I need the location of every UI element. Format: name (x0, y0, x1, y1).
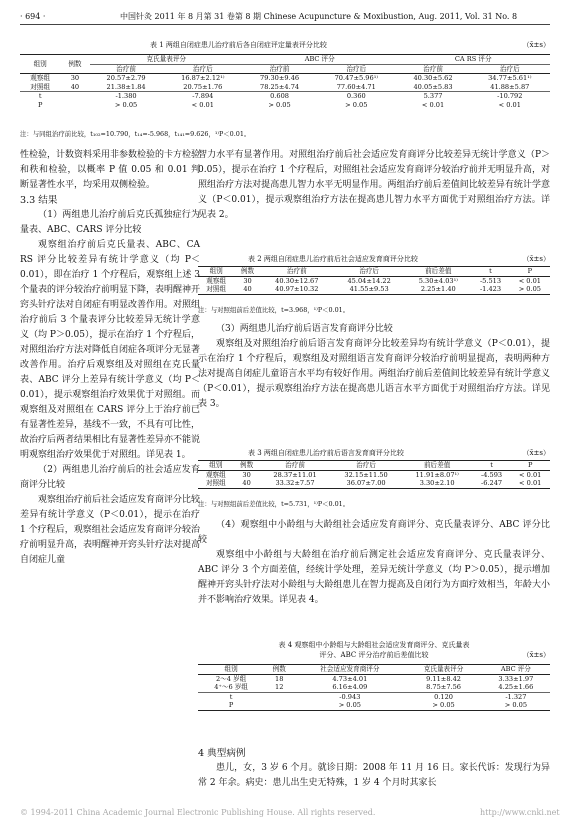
table2-unit: （x̄±s） (522, 255, 550, 263)
table-cell: 36.07±7.00 (346, 479, 386, 488)
table-header-cell: t (489, 267, 492, 275)
table-cell: 0.608 (270, 92, 289, 101)
running-header (20, 10, 550, 25)
table1-h-before: 治疗前 (116, 64, 136, 73)
table-cell: > 0.05 (432, 701, 455, 710)
table-cell: 40.05±5.83 (413, 82, 453, 91)
table-cell: 5.30±4.03¹⁾ (418, 276, 458, 285)
table-row (20, 83, 550, 92)
table2-body (198, 276, 550, 294)
table-row (198, 683, 550, 692)
table3-note: 注：与对照组前后差值比较，t=5.731，¹⁾P＜0.01。 (198, 500, 350, 508)
table-header-cell: 组别 (209, 267, 223, 275)
journal-title: 中国针灸 2011 年 8 月第 31 卷第 8 期 Chinese Acupuncture & Moxibustion, Aug. 2011, Vol. 31 No. 8 (120, 12, 518, 21)
paragraph: 观察组治疗前后社会适应发育商评分比较差异有统计学意义（P＜0.01），提示在治疗 1 个疗程后，观察组社会适应发育商评分较治疗前明显升高，表明醒神开窍头针疗法对提高自闭症儿童 (20, 495, 201, 565)
table-cell: 5.377 (423, 92, 443, 101)
table4-header-row (198, 665, 550, 675)
table-cell: -0.943 (339, 692, 361, 701)
subsection-heading: （4）观察组中小龄组与大龄组社会适应发育商评分、克氏量表评分、ABC 评分比较 (198, 520, 550, 545)
section-heading: 3.3 结果 (20, 195, 58, 206)
table-cell: > 0.05 (345, 100, 368, 109)
table2-caption: 表 2 两组自闭症患儿治疗前后社会适应发育商评分比较 (248, 255, 418, 263)
table1-note: 注：与同组治疗前比较，t₁₀₂=10.790，t₁₄=-5.968，t₁₄₁=9.626，¹⁾P＜0.01。 (20, 130, 251, 138)
table-cell: > 0.05 (114, 100, 138, 109)
table-cell: 4⁺～6 岁组 (214, 683, 248, 692)
table1-h-before: 治疗前 (423, 64, 443, 73)
paragraph: 观察组及对照组治疗前后语言发育商评分比较差异均有统计学意义（P＜0.01），提示在治疗 1 个疗程后，观察组及对照组语言发育商评分较治疗前明显提高，表明两种方法对提高自闭症儿童语言水平均有较好作用。两组治疗前后差值间比较差异有统计学意义（P＜0.01），提示观察组治疗方法在提高患儿语言水平方面优于对照组治疗方法。详见表 3。 (198, 339, 550, 409)
table3-body (198, 470, 550, 488)
right-column-low (198, 518, 550, 608)
table-cell: -1.423 (479, 285, 502, 294)
table-header-cell: P (527, 461, 533, 469)
table4-caption-row (198, 640, 550, 660)
table-cell: > 0.05 (518, 285, 541, 294)
table-cell: 2～4 岁组 (215, 674, 247, 683)
table-header-cell: 社会适应发育商评分 (320, 665, 380, 673)
right-column-mid (198, 322, 550, 412)
table-header-cell: ABC 评分 (500, 665, 531, 673)
table-row (198, 285, 550, 294)
table-cell: P (228, 701, 234, 710)
table-cell: 40.30±12.67 (275, 276, 319, 285)
table-cell: 41.55±9.53 (349, 285, 389, 294)
table-cell: -1.327 (505, 692, 527, 701)
cnki-link[interactable]: http://www.cnki.net (480, 808, 560, 817)
table-cell (264, 701, 294, 710)
table1-h-group2: ABC 评分 (304, 55, 335, 63)
table4-body (198, 674, 550, 710)
table4 (198, 664, 550, 711)
table-cell: 16.87±2.12¹⁾ (181, 74, 225, 83)
table4-caption-line2: 评分、ABC 评分治疗前后差值比较 (319, 651, 429, 659)
table1-unit: （x̄±s） (522, 41, 550, 49)
table-cell: 78.25±4.74 (260, 82, 300, 91)
subsection-heading: （3）两组患儿治疗前后语言发育商评分比较 (216, 324, 393, 334)
table-cell: 3.33±1.97 (498, 674, 534, 683)
paragraph: 观察组中小龄组与大龄组在治疗前后测定社会适应发育商评分、克氏量表评分、ABC 评分 3 个方面差值，经统计学处理，差异无统计学意义（均 P＞0.05），提示增加醒神开窍头针疗法对小龄组与大龄组患儿在智力提高及自闭行为方面疗效相当，年龄大小并不影响治疗效果。详见表 4。 (198, 550, 550, 605)
table-header-cell: 组别 (209, 461, 223, 469)
table-cell: 8.75±7.56 (426, 683, 461, 692)
paragraph: 患儿，女，3 岁 6 个月。就诊日期：2008 年 11 月 16 日。家长代诉：发现行为异常 2 年余。病史：患儿出生史无特殊，1 岁 4 个月时其家长 (198, 763, 550, 788)
table3 (198, 460, 550, 489)
table1-caption: 表 1 两组自闭症患儿治疗前后各自闭症评定量表评分比较 (150, 41, 327, 49)
table-row (20, 74, 550, 83)
table-cell: -1.380 (115, 92, 137, 101)
table-cell: 30 (70, 74, 80, 83)
left-column (20, 148, 200, 568)
table-cell: P (37, 100, 43, 109)
table-header-cell: 例数 (272, 665, 286, 673)
right-column-top (198, 148, 550, 223)
table-cell: < 0.01 (519, 470, 542, 479)
table-header-cell: t (490, 461, 493, 469)
table1 (20, 54, 550, 110)
table-row (198, 701, 550, 710)
table-header-cell: 治疗前 (285, 461, 305, 469)
table-header-cell: 例数 (240, 461, 254, 469)
table-row (20, 101, 550, 110)
table4-unit: （x̄±s） (522, 651, 550, 659)
table-cell: 观察组 (205, 470, 226, 479)
table-cell: 20.57±2.79 (106, 74, 146, 83)
copyright-footer: © 1994-2011 China Academic Journal Electronic Publishing House. All rights reserved. (20, 808, 376, 817)
table-cell: t (229, 692, 233, 701)
table-cell: < 0.01 (519, 479, 542, 488)
table-cell: 21.38±1.84 (106, 82, 146, 91)
table-cell (60, 92, 89, 101)
table-cell: -5.513 (479, 276, 502, 285)
table-cell: 32.15±11.50 (344, 470, 388, 479)
table-cell: 20.75±1.76 (183, 82, 223, 91)
table-cell: 0.360 (346, 92, 366, 101)
table-header-cell: 组别 (224, 665, 238, 673)
paragraph: 智力水平有显著作用。对照组治疗前后社会适应发育商评分比较差异无统计学意义（P＞0.05），提示在治疗 1 个疗程后，对照组社会适应发育商评分较治疗前并无明显升高，对照组治疗方法对提高患儿智力水平无明显作用。两组治疗前后差值间比较差异有统计学意义（P＜0.01），提示观察组治疗方法在提高患儿智力水平方面优于对照组治疗方法。详见表 2。 (198, 150, 550, 220)
table-header-cell: P (527, 267, 533, 275)
table1-h-after: 治疗后 (499, 64, 520, 73)
table-cell: -10.792 (497, 92, 523, 101)
table-row (198, 470, 550, 479)
table-cell: 41.88±5.87 (490, 82, 530, 91)
table-cell: 70.47±5.96¹⁾ (334, 74, 378, 83)
table-cell: 77.60±4.71 (336, 82, 376, 91)
table-header-cell: 前后差值 (425, 267, 452, 275)
table-cell: 79.30±9.46 (260, 74, 300, 83)
table2-note: 注：与对照组前后差值比较，t=3.968，¹⁾P＜0.01。 (198, 306, 350, 314)
page-number: · 694 · (20, 12, 46, 21)
table-cell: 对照组 (205, 479, 226, 488)
table-header-cell: 克氏量表评分 (423, 665, 464, 673)
table2 (198, 266, 550, 295)
table-cell: 4.73±4.01 (332, 674, 368, 683)
table1-h-group3: CA RS 评分 (454, 55, 492, 63)
table1-body (20, 74, 550, 110)
table1-h-group1: 克氏量表评分 (146, 55, 187, 63)
table-cell: < 0.01 (498, 100, 521, 109)
table-row (20, 92, 550, 101)
table-cell: < 0.01 (518, 276, 541, 285)
table-row (198, 692, 550, 701)
table-row (198, 674, 550, 683)
table-header-cell: 治疗后 (356, 461, 376, 469)
table-header-cell: 例数 (240, 267, 255, 275)
table-cell: < 0.01 (421, 100, 445, 109)
table-cell: -6.247 (481, 479, 503, 488)
table-cell (60, 101, 89, 110)
table-cell: 40 (243, 285, 252, 294)
table1-h-after: 治疗后 (192, 64, 213, 73)
table-cell: 3.30±2.10 (419, 479, 455, 488)
table-row (198, 479, 550, 488)
table2-header-row (198, 267, 550, 277)
table-cell: -7.894 (192, 92, 214, 101)
table-row (198, 276, 550, 285)
table-cell: 40.97±10.32 (275, 285, 319, 294)
table3-header-row (198, 461, 550, 471)
subsection-heading: （1）两组患儿治疗前后克氏孤独症行为量表、ABC、CARS 评分比较 (20, 210, 200, 235)
table3-caption: 表 3 两组自闭症患儿治疗前后语言发育商评分比较 (248, 449, 404, 457)
table-cell: 4.25±1.66 (498, 683, 534, 692)
table-cell: 28.37±11.01 (273, 470, 317, 479)
table-cell: 18 (275, 674, 284, 683)
table3-unit: （x̄±s） (522, 449, 550, 457)
table-cell: t (38, 92, 42, 101)
table-cell: 30 (242, 470, 251, 479)
table-cell: > 0.05 (268, 100, 291, 109)
table-cell: > 0.05 (504, 701, 528, 710)
table-cell: 40 (242, 479, 251, 488)
table-cell: 观察组 (206, 276, 227, 285)
table-cell: 33.32±7.57 (275, 479, 315, 488)
table-cell: 观察组 (30, 74, 51, 83)
right-column-bottom (198, 746, 550, 791)
table-cell: < 0.01 (191, 100, 214, 109)
section-heading: 4 典型病例 (198, 748, 246, 759)
table1-h-n: 例数 (68, 59, 82, 68)
paragraph: 观察组治疗前后克氏量表、ABC、CA RS 评分比较差异有统计学意义（均 P＜0.01），即在治疗 1 个疗程后，观察组上述 3 个量表的评分较治疗前明显下降，表明醒神开窍头针疗法对自闭症有明显改善作用。对照组治疗前后 3 个量表评分比较差异无统计学意义（均 P＞0.05），提示在治疗 1 个疗程后，对照组治疗方法对降低自闭症各项评分无显著改善作用。治疗后观察组及对照组在克氏量表、ABC 评分上差异有统计学意义（均 P＜0.01），提示观察组治疗效果优于对照组。而观察组及对照组在 CARS 评分上于治疗前已有显著性差异，基线不一致，不具有可比性，故治疗后两者结果相比有显著性差异亦不能说明观察组治疗效果优于对照组。详见表 1。 (20, 240, 201, 460)
table-header-cell: 治疗后 (359, 267, 380, 275)
table-cell: 对照组 (206, 285, 227, 294)
table-cell (264, 692, 294, 701)
table-cell: 9.11±8.42 (426, 674, 461, 683)
table-cell: 34.77±5.61¹⁾ (488, 74, 532, 83)
subsection-heading: （2）两组患儿治疗前后的社会适应发育商评分比较 (20, 465, 200, 490)
table-header-cell: 前后差值 (423, 461, 451, 469)
table4-caption-line1: 表 4 观察组中小龄组与大龄组社会适应发育商评分、克氏量表 (278, 641, 470, 649)
table1-h-before: 治疗前 (269, 64, 290, 73)
table-cell: 6.16±4.09 (332, 683, 368, 692)
table-cell: -4.593 (481, 470, 503, 479)
table1-h-after: 治疗后 (346, 64, 367, 73)
table-cell: 45.04±14.22 (347, 276, 391, 285)
table-cell: 40 (70, 82, 80, 91)
paragraph: 性检验，计数资料采用非参数检验的卡方检验和秩和检验，以概率 P 值 0.05 和 0.01 判断显著性水平，均采用双侧检验。 (20, 150, 201, 190)
table-cell: 对照组 (30, 82, 51, 91)
table-cell: > 0.05 (338, 701, 361, 710)
table-cell: 30 (243, 276, 252, 285)
table-cell: 12 (275, 683, 284, 692)
table-cell: 0.120 (434, 692, 453, 701)
table-header-cell: 治疗前 (286, 267, 307, 275)
table-cell: 40.30±5.62 (413, 74, 453, 83)
table-cell: 11.91±8.07¹⁾ (415, 470, 459, 479)
table1-h-group: 组别 (33, 59, 47, 68)
table-cell: 2.25±1.40 (420, 285, 456, 294)
